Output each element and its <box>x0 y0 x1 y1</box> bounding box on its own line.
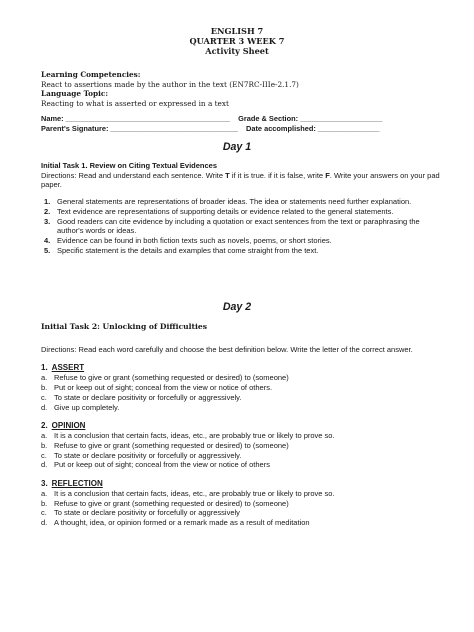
task1-section <box>41 161 441 255</box>
statement-item: 4. Evidence can be found in both fiction texts such as novels, poems, or short stories. <box>44 235 332 245</box>
statement-item: 3. Good readers can cite evidence by including a quotation or exact sentences from the text or paraphrasing the author's words or ideas. <box>44 216 420 236</box>
competencies-label: Learning Competencies: <box>41 70 141 79</box>
quarter-week: QUARTER 3 WEEK 7 <box>189 36 285 47</box>
option-item: c. To state or declare positivity or forcefully or aggressively. <box>41 392 242 402</box>
grade-section-field[interactable]: Grade & Section: ____________________ <box>238 114 383 123</box>
name-field[interactable]: Name: ________________________________________ <box>41 114 231 123</box>
document-header <box>0 26 474 57</box>
parent-signature-field[interactable]: Parent's Signature: _______________________________ <box>41 124 238 133</box>
task1-title: Initial Task 1. Review on Citing Textual Evidences <box>41 161 218 170</box>
option-item: a. It is a conclusion that certain facts, ideas, etc., are probably true or likely to prove so. <box>41 431 335 441</box>
term-word: REFLECTION <box>51 479 103 489</box>
term-word: ASSERT <box>51 363 85 373</box>
option-item: c. To state or declare positivity or forcefully or aggressively <box>41 508 240 518</box>
competencies-text: React to assertions made by the author in the text (EN7RC-IIIe-2.1.7) <box>41 79 299 89</box>
day2-heading: Day 2 <box>222 301 252 313</box>
student-info-fields <box>41 114 441 134</box>
statement-list <box>41 197 441 255</box>
statement-item: 5. Specific statement is the details and examples that come straight from the text. <box>44 245 319 255</box>
option-item: c. To state or declare positivity or forcefully or aggressively. <box>41 450 242 460</box>
language-topic-text: Reacting to what is asserted or expressed in a text <box>41 98 229 108</box>
task2-section <box>41 322 441 528</box>
statement-item: 2. Text evidence are representations of supporting details or evidence related to the general statements. <box>44 206 394 216</box>
option-item: b. Put or keep out of sight; conceal from the view or notice of others. <box>41 383 273 393</box>
sheet-type: Activity Sheet <box>205 46 269 57</box>
option-item: d. Give up completely. <box>41 402 120 412</box>
term-word: OPINION <box>51 421 86 431</box>
day1-heading: Day 1 <box>222 141 252 153</box>
date-accomplished-field[interactable]: Date accomplished: _______________ <box>246 124 380 133</box>
term-reflection: 3. REFLECTION a. It is a conclusion that certain facts, ideas, etc., are probably true or likely to prove so. b. Refuse to give or grant (something requested or desired) to (someone) c. To state or declare positivity or forcefully or aggressively d. A thought, idea, or opinion formed or a remark made as a result of meditation <box>41 478 441 528</box>
option-item: d. Put or keep out of sight; conceal from the view or notice of others <box>41 460 270 470</box>
task1-directions: Directions: Read and understand each sentence. Write T if it is true. if it is false, write F. Write your answers on your pad paper. <box>41 170 440 190</box>
option-item: b. Refuse to give or grant (something requested or desired) to (someone) <box>41 498 289 508</box>
option-item: b. Refuse to give or grant (something requested or desired) to (someone) <box>41 440 289 450</box>
competencies-section <box>41 70 441 108</box>
option-item: d. A thought, idea, or opinion formed or a remark made as a result of meditation <box>41 518 310 528</box>
term-opinion: 2. OPINION a. It is a conclusion that certain facts, ideas, etc., are probably true or likely to prove so. b. Refuse to give or grant (something requested or desired) to (someone) c. To state or declare positivity or forcefully or aggressively. d. Put or keep out of sight; conceal from the view or notice of others <box>41 420 441 470</box>
statement-item: 1. General statements are representations of broader ideas. The idea or statements need further explanation. <box>44 197 412 207</box>
language-topic-label: Language Topic: <box>41 89 109 99</box>
option-item: a. It is a conclusion that certain facts, ideas, etc., are probably true or likely to prove so. <box>41 489 335 499</box>
term-assert: 1. ASSERT a. Refuse to give or grant (something requested or desired) to (someone) b. Put or keep out of sight; conceal from the view or notice of others. c. To state or declare positivity or forcefully or aggressively. d. Give up completely. <box>41 362 441 412</box>
option-item: a. Refuse to give or grant (something requested or desired) to (someone) <box>41 373 289 383</box>
subject-title: ENGLISH 7 <box>210 26 264 36</box>
task2-directions: Directions: Read each word carefully and choose the best definition below. Write the letter of the correct answer. <box>41 344 413 354</box>
task2-title: Initial Task 2: Unlocking of Difficulties <box>41 322 207 331</box>
